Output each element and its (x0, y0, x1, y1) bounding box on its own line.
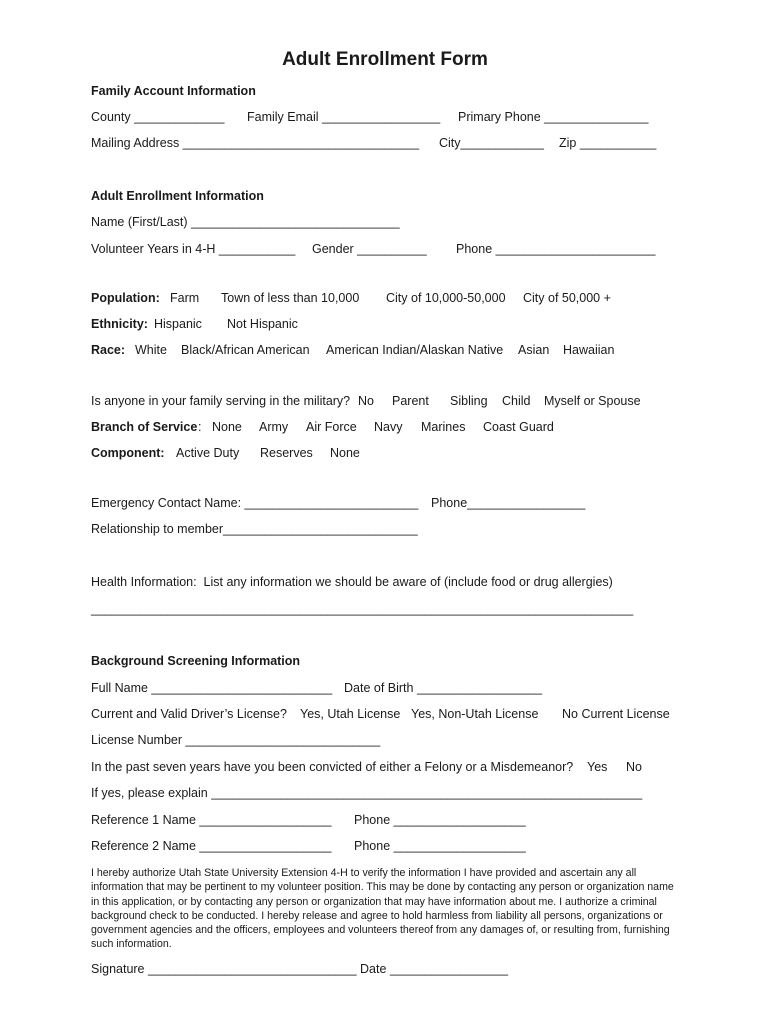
felony-option-no[interactable]: No (626, 760, 642, 774)
license-number-field[interactable]: License Number ____________________________ (91, 733, 381, 747)
military-option-parent[interactable]: Parent (392, 394, 429, 408)
page-title: Adult Enrollment Form (282, 49, 488, 70)
family-email-field[interactable]: Family Email _________________ (247, 110, 441, 124)
emergency-phone-field[interactable]: Phone_________________ (431, 496, 586, 510)
race-option-black[interactable]: Black/African American (181, 343, 310, 357)
population-label: Population: (91, 291, 160, 305)
component-option-none[interactable]: None (330, 446, 360, 460)
population-option-farm[interactable]: Farm (170, 291, 200, 305)
military-option-sibling[interactable]: Sibling (450, 394, 488, 408)
component-label: Component: (91, 446, 165, 460)
license-question: Current and Valid Driver’s License? (91, 707, 287, 721)
date-of-birth-field[interactable]: Date of Birth __________________ (344, 681, 543, 695)
component-option-reserves[interactable]: Reserves (260, 446, 313, 460)
military-option-no[interactable]: No (358, 394, 374, 408)
branch-option-marines[interactable]: Marines (421, 420, 466, 434)
felony-option-yes[interactable]: Yes (587, 760, 608, 774)
reference-1-name-field[interactable]: Reference 1 Name ___________________ (91, 813, 332, 827)
reference-2-phone-field[interactable]: Phone ___________________ (354, 839, 526, 853)
branch-label-colon: : (198, 420, 202, 434)
relationship-field[interactable]: Relationship to member____________________________ (91, 522, 418, 536)
license-option-non-utah[interactable]: Yes, Non-Utah License (411, 707, 539, 721)
volunteer-years-field[interactable]: Volunteer Years in 4-H ___________ (91, 242, 296, 256)
authorization-paragraph: I hereby authorize Utah State University Extension 4-H to verify the information I have provided and ascertain any all information that may be pertinent to my volunteer position. This may be done by contacting any person or organization name in this application, or by contacting any person or organization that may have information about me. I authorize a criminal background check to be conducted. I hereby release and agree to hold harmless from liability all persons, organizations or government agencies and the officers, employees and volunteers thereof from any damages of, or resulting from, furnishing such information. (91, 867, 674, 951)
branch-label: Branch of Service (91, 420, 198, 434)
county-field[interactable]: County _____________ (91, 110, 225, 124)
military-option-self-spouse[interactable]: Myself or Spouse (544, 394, 641, 408)
race-option-hawaiian[interactable]: Hawaiian (563, 343, 615, 357)
adult-name-field[interactable]: Name (First/Last) ______________________________ (91, 215, 400, 229)
family-section-heading: Family Account Information (91, 84, 256, 98)
military-question: Is anyone in your family serving in the military? (91, 394, 351, 408)
primary-phone-field[interactable]: Primary Phone _______________ (458, 110, 649, 124)
race-option-white[interactable]: White (135, 343, 167, 357)
health-info-label: Health Information: List any information we should be aware of (include food or drug allergies) (91, 575, 613, 589)
race-option-asian[interactable]: Asian (518, 343, 550, 357)
license-option-utah[interactable]: Yes, Utah License (300, 707, 401, 721)
branch-option-air-force[interactable]: Air Force (306, 420, 357, 434)
ethnicity-option-hispanic[interactable]: Hispanic (154, 317, 202, 331)
background-section-heading: Background Screening Information (91, 654, 301, 668)
city-field[interactable]: City____________ (439, 136, 544, 150)
population-option-city-mid[interactable]: City of 10,000-50,000 (386, 291, 506, 305)
population-option-town[interactable]: Town of less than 10,000 (221, 291, 360, 305)
race-label: Race: (91, 343, 126, 357)
adult-phone-field[interactable]: Phone _______________________ (456, 242, 656, 256)
emergency-contact-field[interactable]: Emergency Contact Name: _________________________ (91, 496, 419, 510)
ethnicity-option-not-hispanic[interactable]: Not Hispanic (227, 317, 298, 331)
health-info-line[interactable]: ______________________________________________________________________________ (91, 602, 634, 616)
signature-field[interactable]: Signature ______________________________ (91, 962, 357, 976)
branch-option-army[interactable]: Army (259, 420, 289, 434)
branch-option-none[interactable]: None (212, 420, 242, 434)
branch-option-navy[interactable]: Navy (374, 420, 403, 434)
zip-field[interactable]: Zip ___________ (559, 136, 657, 150)
adult-section-heading: Adult Enrollment Information (91, 189, 264, 203)
felony-question: In the past seven years have you been convicted of either a Felony or a Misdemeanor? (91, 760, 574, 774)
component-option-active-duty[interactable]: Active Duty (176, 446, 240, 460)
population-option-city-large[interactable]: City of 50,000 + (523, 291, 611, 305)
race-option-native[interactable]: American Indian/Alaskan Native (326, 343, 504, 357)
reference-2-name-field[interactable]: Reference 2 Name ___________________ (91, 839, 332, 853)
explain-field[interactable]: If yes, please explain ______________________________________________________________ (91, 786, 643, 800)
full-name-field[interactable]: Full Name __________________________ (91, 681, 333, 695)
license-option-none[interactable]: No Current License (562, 707, 670, 721)
reference-1-phone-field[interactable]: Phone ___________________ (354, 813, 526, 827)
military-option-child[interactable]: Child (502, 394, 531, 408)
signature-date-field[interactable]: Date _________________ (360, 962, 509, 976)
ethnicity-label: Ethnicity: (91, 317, 148, 331)
mailing-address-field[interactable]: Mailing Address __________________________________ (91, 136, 420, 150)
gender-field[interactable]: Gender __________ (312, 242, 427, 256)
branch-option-coast-guard[interactable]: Coast Guard (483, 420, 554, 434)
